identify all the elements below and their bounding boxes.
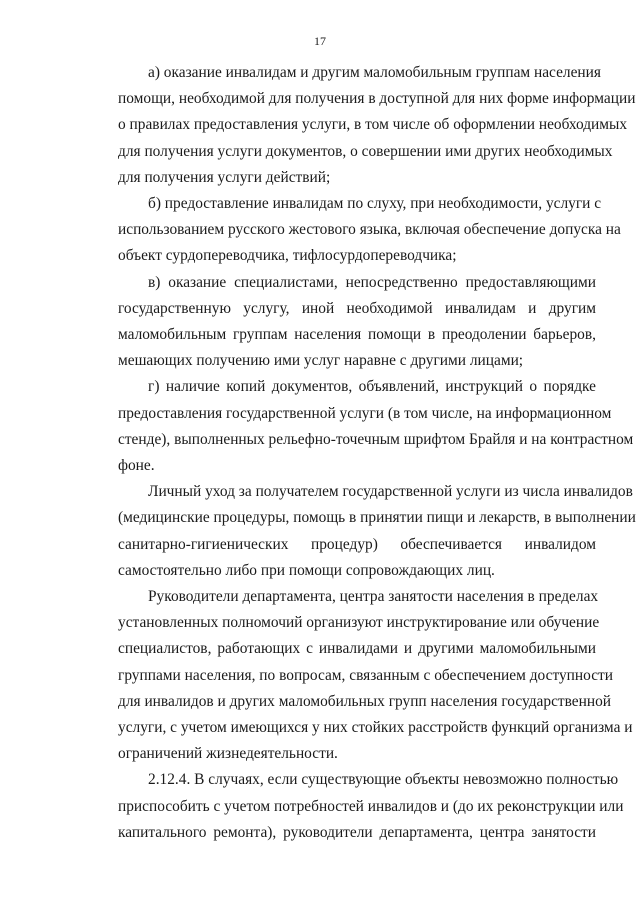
text-line: для получения услуги действий; — [118, 168, 331, 186]
text-line: государственную услугу, иной необходимой инвалидам и другим — [118, 299, 596, 317]
text-line: для инвалидов и других маломобильных групп населения государственной — [118, 692, 612, 710]
text-line: для получения услуги документов, о совершении ими других необходимых — [118, 142, 613, 160]
text-line: в) оказание специалистами, непосредственно предоставляющими — [148, 273, 596, 291]
text-line: (медицинские процедуры, помощь в принятии пищи и лекарств, в выполнении — [118, 509, 636, 527]
text-line: установленных полномочий организуют инструктирование или обучение — [118, 614, 600, 632]
text-line: группами населения, по вопросам, связанным с обеспечением доступности — [118, 666, 614, 684]
text-line: услуги, с учетом имеющихся у них стойких расстройств функций организма и — [118, 719, 633, 737]
text-line: объект сурдопереводчика, тифлосурдопереводчика; — [118, 247, 457, 265]
paragraph-a — [88, 60, 636, 191]
paragraph-g — [88, 374, 634, 479]
paragraph-personal-care — [88, 479, 636, 584]
paragraph-b — [88, 191, 621, 270]
text-line: Руководители департамента, центра занятости населения в пределах — [148, 588, 599, 606]
text-line: фоне. — [118, 457, 155, 475]
text-line: б) предоставление инвалидам по слуху, при необходимости, услуги с — [148, 195, 602, 213]
text-line: а) оказание инвалидам и другим маломобильным группам населения — [148, 64, 601, 81]
text-line: предоставления государственной услуги (в том числе, на информационном — [118, 404, 612, 422]
text-line: самостоятельно либо при помощи сопровождающих лиц. — [118, 561, 495, 579]
text-line: мешающих получению ими услуг наравне с другими лицами; — [118, 352, 524, 370]
text-line: капитального ремонта), руководители департамента, центра занятости — [118, 823, 596, 841]
text-line: Личный уход за получателем государственной услуги из числа инвалидов — [148, 483, 633, 501]
text-line: санитарно-гигиенических процедур) обеспечивается инвалидом — [118, 535, 596, 553]
text-line: стенде), выполненных рельефно-точечным шрифтом Брайля и на контрастном — [118, 430, 634, 448]
text-line: г) наличие копий документов, объявлений, инструкций о порядке — [148, 378, 596, 396]
text-line: приспособить с учетом потребностей инвалидов и (до их реконструкции или — [118, 797, 624, 815]
text-line: маломобильным группам населения помощи в преодолении барьеров, — [118, 326, 596, 344]
paragraph-v — [88, 270, 596, 375]
text-line: ограничений жизнедеятельности. — [118, 745, 338, 763]
page-number: 17 — [314, 34, 326, 48]
paragraph-managers — [88, 584, 633, 767]
text-line: использованием русского жестового языка, включая обеспечение допуска на — [118, 221, 621, 239]
text-line: 2.12.4. В случаях, если существующие объекты невозможно полностью — [148, 771, 619, 789]
paragraph-2-12-4 — [88, 767, 624, 846]
text-line: специалистов, работающих с инвалидами и другими маломобильными — [118, 640, 596, 658]
document-body — [88, 60, 636, 846]
text-line: помощи, необходимой для получения в доступной для них форме информации — [118, 90, 636, 108]
text-line: о правилах предоставления услуги, в том числе об оформлении необходимых — [118, 116, 628, 134]
